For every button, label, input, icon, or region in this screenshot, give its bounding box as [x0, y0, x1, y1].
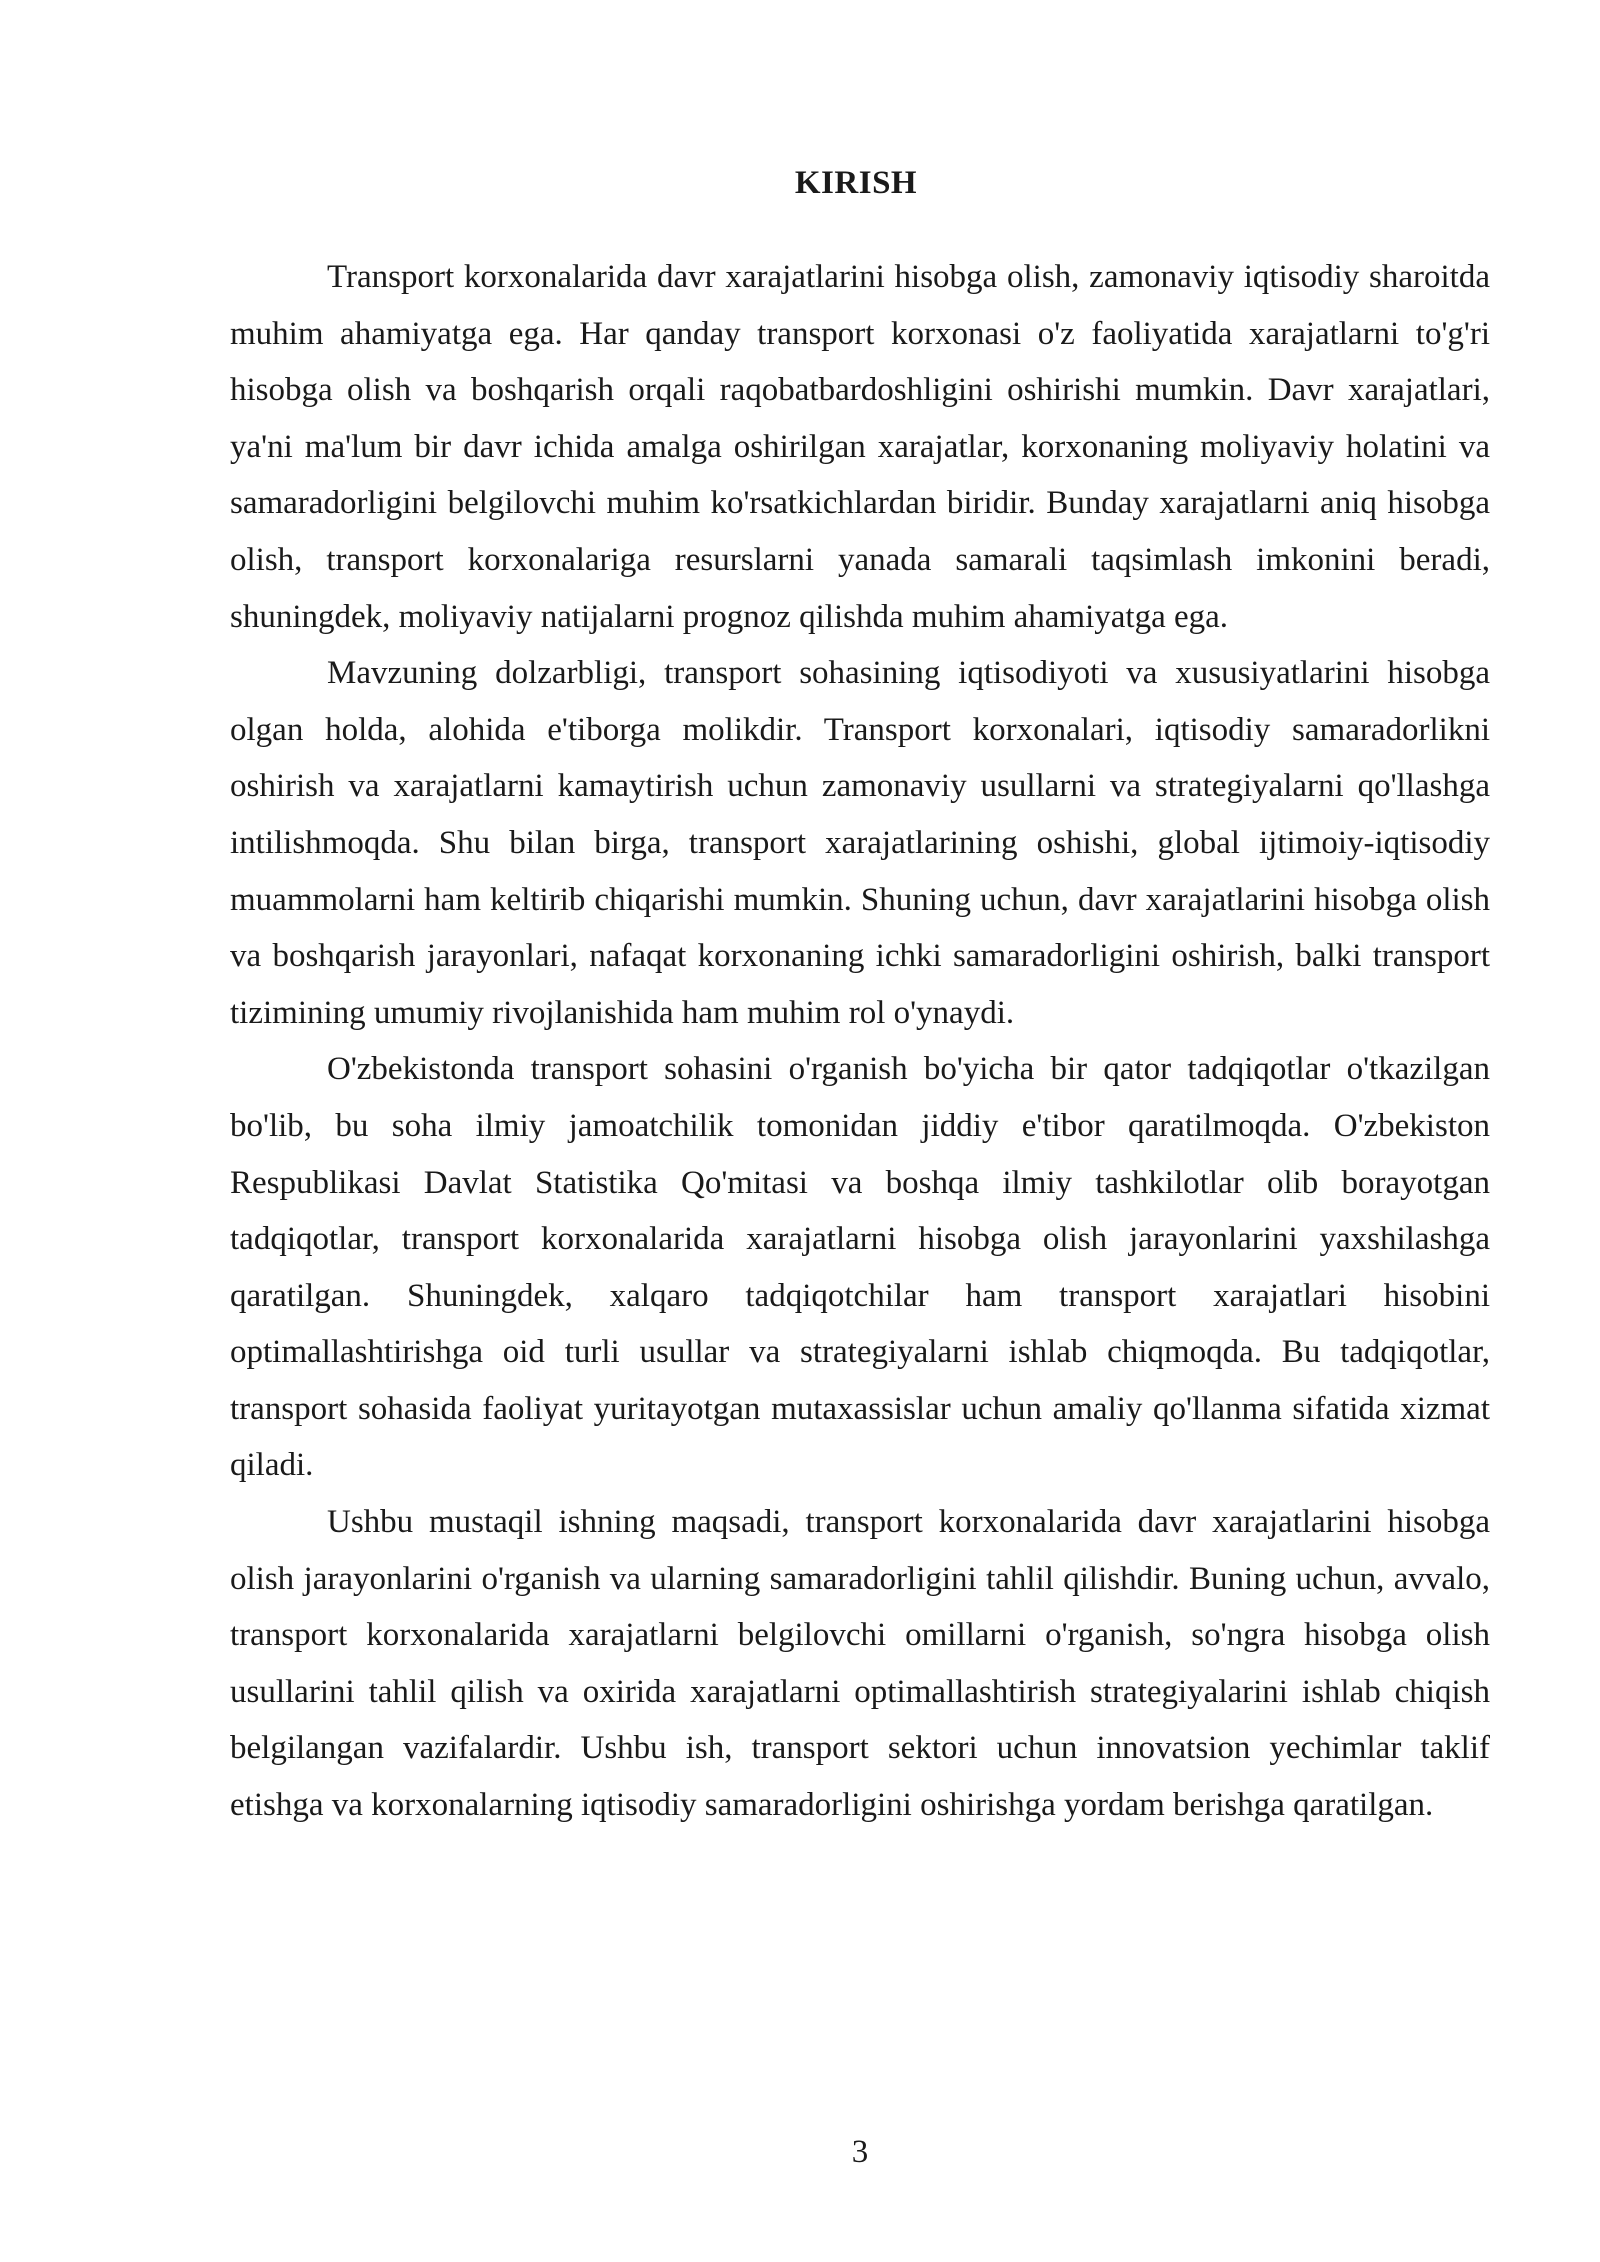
section-title: KIRISH — [794, 165, 918, 201]
body-text — [230, 249, 1490, 1834]
paragraph-introduction: Transport korxonalarida davr xarajatlarini hisobga olish, zamonaviy iqtisodiy sharoitda muhim ahamiyatga ega. Har qanday transport korxonasi o'z faoliyatida xarajatlarni to'g'ri hisobga olish va boshqarish orqali raqobatbardoshligini oshirishi mumkin. Davr xarajatlari, ya'ni ma'lum bir davr ichida amalga oshirilgan xarajatlar, korxonaning moliyaviy holatini va samaradorligini belgilovchi muhim ko'rsatkichlardan biridir. Bunday xarajatlarni aniq hisobga olish, transport korxonalariga resurslarni yanada samarali taqsimlash imkonini beradi, shuningdek, moliyaviy natijalarni prognoz qilishda muhim ahamiyatga ega. — [230, 259, 1490, 635]
paragraph-goal: Ushbu mustaqil ishning maqsadi, transport korxonalarida davr xarajatlarini hisobga olish jarayonlarini o'rganish va ularning samaradorligini tahlil qilishdir. Buning uchun, avvalo, transport korxonalarida xarajatlarni belgilovchi omillarni o'rganish, so'ngra hisobga olish usullarini tahlil qilish va oxirida xarajatlarni optimallashtirish strategiyalarini ishlab chiqish belgilangan vazifalardir. Ushbu ish, transport sektori uchun innovatsion yechimlar taklif etishga va korxonalarning iqtisodiy samaradorligini oshirishga yordam berishga qaratilgan. — [230, 1504, 1490, 1824]
paragraph-relevance: Mavzuning dolzarbligi, transport sohasining iqtisodiyoti va xususiyatlarini hisobga olgan holda, alohida e'tiborga molikdir. Transport korxonalari, iqtisodiy samaradorlikni oshirish va xarajatlarni kamaytirish uchun zamonaviy usullarni va strategiyalarni qo'llashga intilishmoqda. Shu bilan birga, transport xarajatlarining oshishi, global ijtimoiy-iqtisodiy muammolarni ham keltirib chiqarishi mumkin. Shuning uchun, davr xarajatlarini hisobga olish va boshqarish jarayonlari, nafaqat korxonaning ichki samaradorligini oshirish, balki transport tizimining umumiy rivojlanishida ham muhim rol o'ynaydi. — [230, 655, 1490, 1031]
page-number: 3 — [851, 2134, 869, 2170]
paragraph-research-review: O'zbekistonda transport sohasini o'rganish bo'yicha bir qator tadqiqotlar o'tkazilgan bo'lib, bu soha ilmiy jamoatchilik tomonidan jiddiy e'tibor qaratilmoqda. O'zbekiston Respublikasi Davlat Statistika Qo'mitasi va boshqa ilmiy tashkilotlar olib borayotgan tadqiqotlar, transport korxonalarida xarajatlarni hisobga olish jarayonlarini yaxshilashga qaratilgan. Shuningdek, xalqaro tadqiqotchilar ham transport xarajatlari hisobini optimallashtirishga oid turli usullar va strategiyalarni ishlab chiqmoqda. Bu tadqiqotlar, transport sohasida faoliyat yuritayotgan mutaxassislar uchun amaliy qo'llanma sifatida xizmat qiladi. — [230, 1051, 1490, 1484]
